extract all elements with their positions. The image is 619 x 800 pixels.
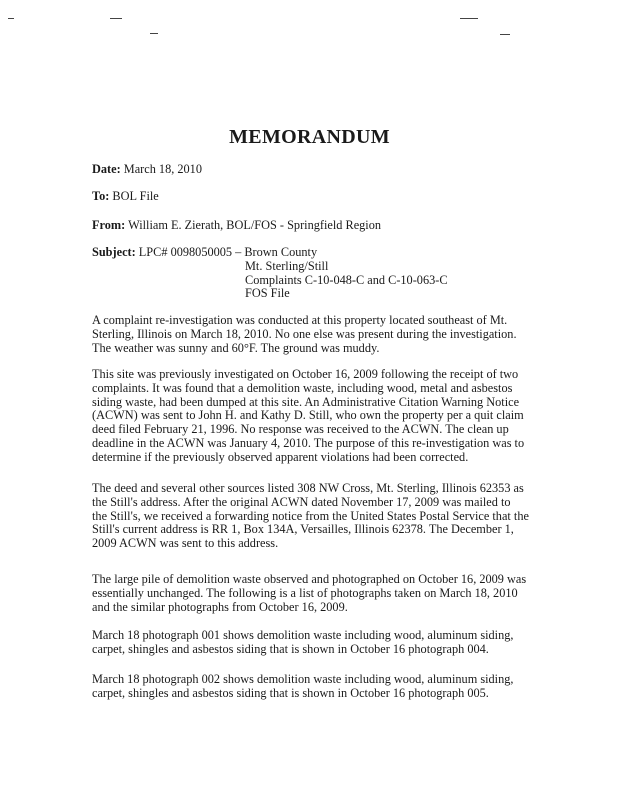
paragraph-line: Sterling, Illinois on March 18, 2010. No one else was present during the investigation. — [92, 326, 517, 341]
scan-artifact — [8, 18, 14, 19]
paragraph-line: deed filed February 21, 1996. No response was received to the ACWN. The clean up — [92, 422, 509, 437]
subject-line: Mt. Sterling/Still — [245, 258, 329, 273]
paragraph-line: March 18 photograph 002 shows demolition waste including wood, aluminum siding, — [92, 672, 514, 686]
to-label: To: — [92, 189, 110, 203]
date-label: Date: — [92, 162, 121, 176]
scan-artifact — [110, 18, 122, 19]
paragraph-line: carpet, shingles and asbestos siding that is shown in October 16 photograph 005. — [92, 685, 489, 700]
paragraph-line: determine if the previously observed apparent violations had been corrected. — [92, 449, 469, 464]
date-value: March 18, 2010 — [123, 162, 202, 176]
paragraph-line: This site was previously investigated on October 16, 2009 following the receipt of two — [92, 367, 519, 381]
paragraph-line: and the similar photographs from October 16, 2009. — [92, 599, 348, 614]
scan-artifact — [460, 18, 478, 19]
body-paragraph — [92, 314, 517, 355]
subject-line: LPC# 0098050005 – Brown County — [138, 245, 318, 259]
body-paragraph — [92, 673, 513, 701]
scan-artifact — [150, 33, 158, 34]
paragraph-line: The large pile of demolition waste observed and photographed on October 16, 2009 was — [92, 572, 527, 586]
paragraph-line: the Still's address. After the original ACWN dated November 17, 2009 was mailed to — [92, 494, 511, 509]
from-label: From: — [92, 218, 126, 232]
subject-line: FOS File — [245, 286, 290, 301]
subject-label: Subject: — [92, 245, 136, 259]
from-value: William E. Zierath, BOL/FOS - Springfield Region — [128, 218, 382, 232]
paragraph-line: the Still's, we received a forwarding notice from the United States Postal Service that the — [92, 508, 529, 523]
paragraph-line: (ACWN) was sent to John H. and Kathy D. Still, who own the property per a quit claim — [92, 408, 524, 423]
paragraph-line: essentially unchanged. The following is a list of photographs taken on March 18, 2010 — [92, 585, 518, 600]
paragraph-line: The weather was sunny and 60°F. The ground was muddy. — [92, 340, 380, 355]
body-paragraph — [92, 482, 529, 551]
paragraph-line: Still's current address is RR 1, Box 134A, Versailles, Illinois 62378. The December 1, — [92, 522, 514, 537]
memo-title: MEMORANDUM — [229, 126, 390, 148]
to-line — [92, 190, 159, 204]
body-paragraph — [92, 573, 526, 614]
to-value: BOL File — [112, 189, 159, 203]
subject-block — [92, 246, 448, 301]
body-paragraph — [92, 629, 513, 657]
paragraph-line: carpet, shingles and asbestos siding that is shown in October 16 photograph 004. — [92, 641, 489, 656]
paragraph-line: siding waste, had been dumped at this site. An Administrative Citation Warning Notice — [92, 394, 520, 409]
body-paragraph — [92, 368, 524, 465]
subject-line: Complaints C-10-048-C and C-10-063-C — [245, 272, 448, 287]
paragraph-line: 2009 ACWN was sent to this address. — [92, 536, 279, 551]
from-line — [92, 219, 381, 233]
scan-artifact — [500, 34, 510, 35]
paragraph-line: complaints. It was found that a demolition waste, including wood, metal and asbestos — [92, 380, 513, 395]
date-line — [92, 163, 202, 177]
paragraph-line: The deed and several other sources listed 308 NW Cross, Mt. Sterling, Illinois 62353 as — [92, 481, 524, 495]
paragraph-line: deadline in the ACWN was January 4, 2010. The purpose of this re-investigation was to — [92, 435, 525, 450]
paragraph-line: A complaint re-investigation was conducted at this property located southeast of Mt. — [92, 313, 508, 327]
paragraph-line: March 18 photograph 001 shows demolition waste including wood, aluminum siding, — [92, 628, 514, 642]
